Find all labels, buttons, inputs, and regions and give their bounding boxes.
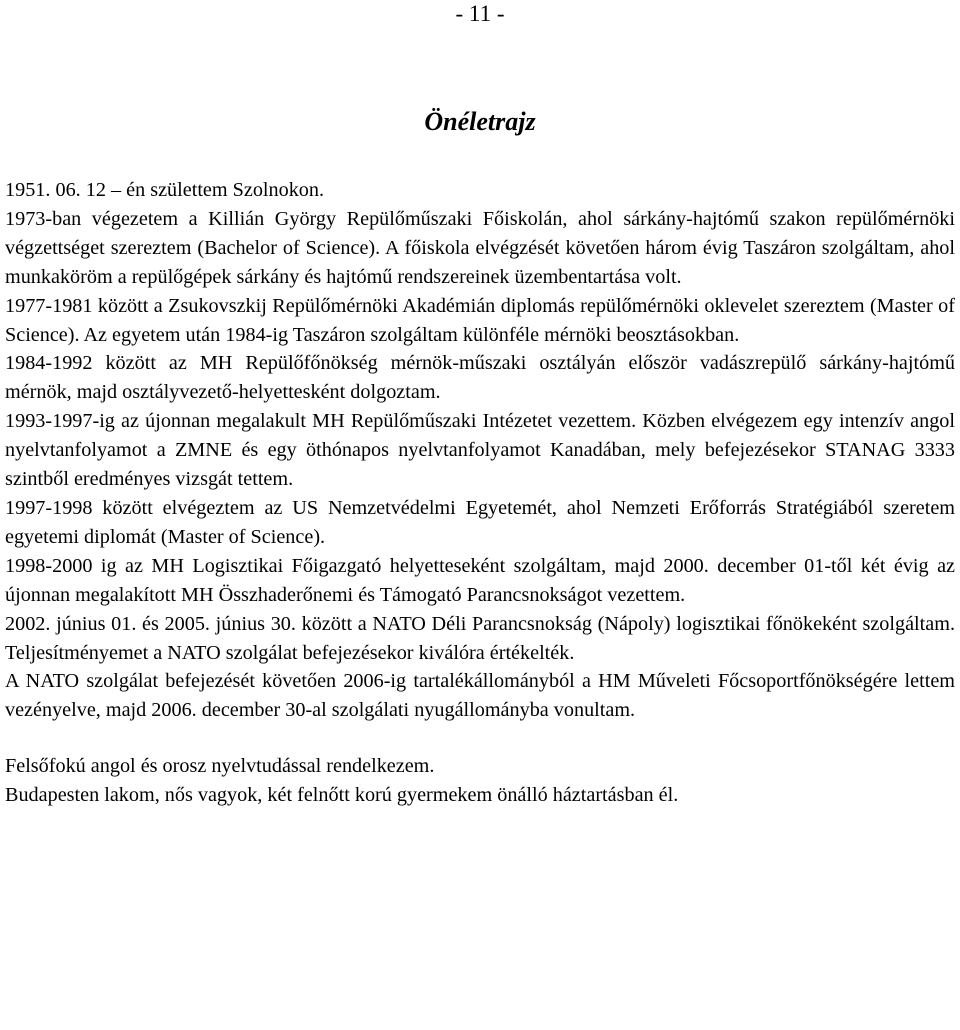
paragraph-institute: 1993-1997-ig az újonnan megalakult MH Repülőműszaki Intézetet vezettem. Közben elvégezem egy intenzív angol nyelvtanfolyamot a ZMNE és egy öthónapos nyelvtanfolyamot Kanadában, mely befejezésekor STANAG 3333 szintből eredményes vizsgát tettem.	[5, 410, 955, 491]
document-title: Önéletrajz	[424, 107, 536, 136]
paragraph-college: 1973-ban végezetem a Killián György Repülőműszaki Főiskolán, ahol sárkány-hajtómű szakon repülőmérnöki végzettséget szereztem (Bachelor of Science). A főiskola elvégzését követően három évig Taszáron szolgáltam, ahol munkaköröm a repülőgépek sárkány és hajtómű rendszereinek üzembentartása volt.	[5, 207, 955, 288]
document-body	[5, 176, 955, 810]
paragraph-academy: 1977-1981 között a Zsukovszkij Repülőmérnöki Akadémián diplomás repülőmérnöki oklevelet szereztem (Master of Science). Az egyetem után 1984-ig Taszáron szolgáltam különféle mérnöki beosztásokban.	[5, 294, 955, 346]
paragraph-retirement: A NATO szolgálat befejezését követően 2006-ig tartalékállományból a HM Műveleti Főcsoportfőnökségére lettem vezényelve, majd 2006. december 30-al szolgálati nyugállományba vonultam.	[5, 670, 955, 722]
paragraph-defense-university: 1997-1998 között elvégeztem az US Nemzetvédelmi Egyetemét, ahol Nemzeti Erőforrás Stratégiából szeretem egyetemi diplomát (Master of Science).	[5, 496, 955, 548]
paragraph-family: Budapesten lakom, nős vagyok, két felnőtt korú gyermekem önálló háztartásban él.	[5, 784, 679, 807]
section-gap	[5, 725, 955, 752]
page-number: - 11 -	[455, 1, 505, 26]
paragraph-nato: 2002. június 01. és 2005. június 30. között a NATO Déli Parancsnokság (Nápoly) logisztikai főnökeként szolgáltam. Teljesítményemet a NATO szolgálat befejezésekor kiválóra értékelték.	[5, 612, 955, 664]
paragraph-logistics: 1998-2000 ig az MH Logisztikai Főigazgató helyetteseként szolgáltam, majd 2000. december 01-től két évig az újonnan megalakított MH Összhaderőnemi és Támogató Parancsnokságot vezettem.	[5, 554, 955, 606]
paragraph-birth: 1951. 06. 12 – én születtem Szolnokon.	[5, 179, 325, 201]
paragraph-languages: Felsőfokú angol és orosz nyelvtudással rendelkezem.	[5, 755, 435, 778]
paragraph-aviation-command: 1984-1992 között az MH Repülőfőnökség mérnök-műszaki osztályán először vadászrepülő sárkány-hajtómű mérnök, majd osztályvezető-helyettesként dolgoztam.	[5, 352, 955, 404]
